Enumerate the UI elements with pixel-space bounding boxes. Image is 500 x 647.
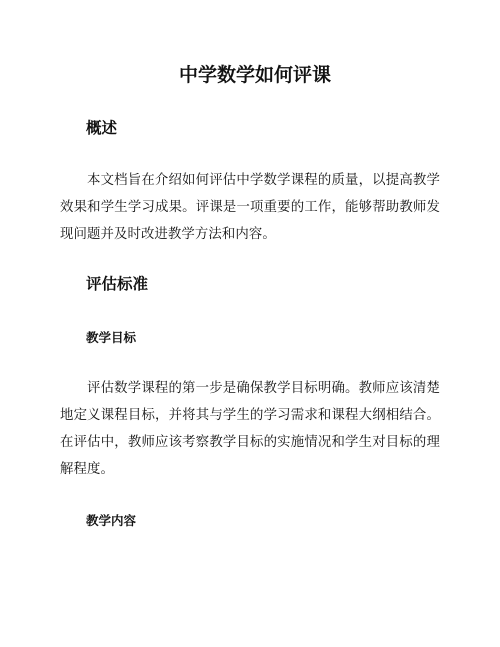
teaching-goals-paragraph: 评估数学课程的第一步是确保教学目标明确。教师应该清楚地定义课程目标，并将其与学生的学习需求和课程大纲相结合。在评估中，教师应该考察教学目标的实施情况和学生对目标的理解程度。 bbox=[60, 381, 440, 477]
subsection-heading-teaching-goals: 教学目标 bbox=[86, 330, 137, 345]
document-title: 中学数学如何评课 bbox=[178, 64, 331, 86]
subsection-heading-teaching-content: 教学内容 bbox=[86, 513, 137, 528]
overview-paragraph: 本文档旨在介绍如何评估中学数学课程的质量，以提高教学效果和学生学习成果。评课是一项重要的工作，能够帮助教师发现问题并及时改进教学方法和内容。 bbox=[60, 173, 440, 242]
section-heading-criteria: 评估标准 bbox=[86, 275, 149, 293]
section-heading-overview: 概述 bbox=[86, 119, 118, 137]
